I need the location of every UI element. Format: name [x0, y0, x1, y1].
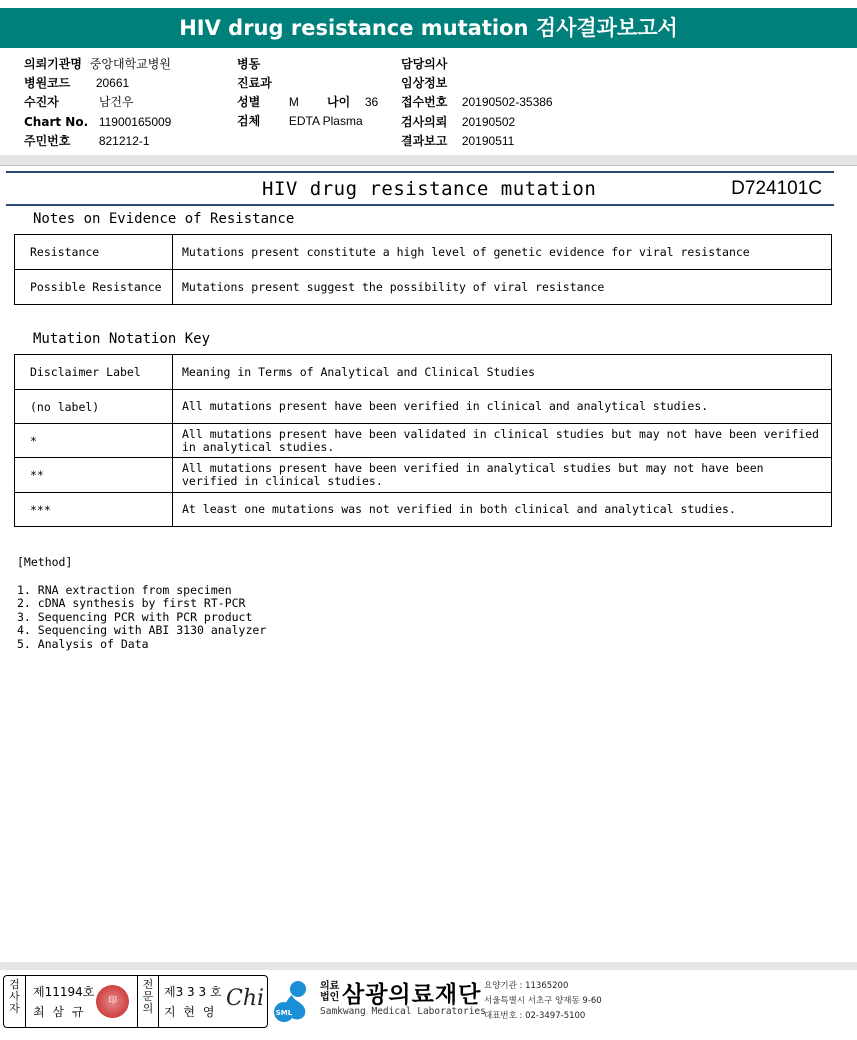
notation-text: All mutations present have been validated in clinical studies but may not have been verified in analytical studies. — [173, 424, 832, 458]
info-sex: 성별 M — [237, 95, 299, 109]
report-title-bar: HIV drug resistance mutation 검사결과보고서 — [0, 8, 857, 48]
notation-text: Meaning in Terms of Analytical and Clinical Studies — [173, 355, 832, 390]
notation-label: Disclaimer Label — [15, 355, 173, 390]
divider-line — [0, 165, 857, 166]
evidence-text: Mutations present suggest the possibility of viral resistance — [173, 270, 832, 305]
footer-band — [0, 962, 857, 970]
signature: Chi — [226, 986, 265, 1011]
method-heading: [Method] — [17, 555, 73, 569]
divider-band — [0, 155, 857, 165]
official-seal: 印 — [96, 985, 129, 1018]
inspector-license: 제11194호 — [33, 985, 95, 999]
method-step: 5. Analysis of Data — [17, 636, 149, 651]
org-english-name: Samkwang Medical Laboratories — [320, 1006, 486, 1017]
inspector-name: 최 삼 규 — [33, 1005, 86, 1019]
info-request-date: 검사의뢰 20190502 — [401, 115, 516, 129]
evidence-label: Possible Resistance — [15, 270, 173, 305]
notation-label: ** — [15, 458, 173, 493]
notation-table — [14, 354, 832, 527]
table-row — [15, 235, 832, 270]
info-specimen: 검체 EDTA Plasma — [237, 114, 363, 128]
signature-box — [3, 975, 268, 1028]
org-name: 삼광의료재단 — [342, 982, 482, 1008]
evidence-table — [14, 234, 832, 305]
org-contact — [484, 979, 602, 1024]
info-patient-name: 수진자 남건우 — [24, 95, 134, 109]
notation-label: *** — [15, 493, 173, 527]
info-physician: 담당의사 — [401, 57, 448, 71]
info-hospital-code: 병원코드 20661 — [24, 76, 130, 90]
specialist-name: 지 현 영 — [164, 1005, 217, 1019]
patient-info — [0, 55, 857, 155]
contact-phone: 대표번호 : 02-3497-5100 — [484, 1011, 586, 1021]
notation-text: All mutations present have been verified in clinical and analytical studies. — [173, 390, 832, 424]
table-row — [15, 355, 832, 390]
info-receipt-no: 접수번호 20190502-35386 — [401, 95, 553, 109]
info-report-date: 결과보고 20190511 — [401, 134, 515, 148]
info-chart-no: Chart No. 11900165009 — [24, 115, 172, 129]
table-row — [15, 390, 832, 424]
report-code: D724101C — [731, 178, 822, 199]
info-clinical: 임상정보 — [401, 76, 448, 90]
info-institution: 의뢰기관명 중앙대학교병원 — [24, 57, 171, 71]
notation-label: (no label) — [15, 390, 173, 424]
info-resident-no: 주민번호 821212-1 — [24, 134, 150, 148]
report-test-name: HIV drug resistance mutation — [262, 178, 597, 200]
evidence-label: Resistance — [15, 235, 173, 270]
table-row — [15, 270, 832, 305]
method-step: 3. Sequencing PCR with PCR product — [17, 609, 253, 624]
sml-logo-icon — [272, 979, 316, 1025]
info-department: 진료과 — [237, 76, 272, 90]
table-row — [15, 493, 832, 527]
table-row — [15, 424, 832, 458]
report-header — [6, 171, 834, 206]
method-step: 1. RNA extraction from specimen — [17, 582, 232, 597]
logo-text: SML — [275, 1009, 293, 1017]
specialist-license: 제3 3 3 호 — [164, 985, 222, 999]
organization — [272, 975, 602, 1030]
org-prefix: 의료법인 — [320, 981, 340, 1003]
specialist-label: 전문의 — [137, 976, 159, 1027]
evidence-heading: Notes on Evidence of Resistance — [33, 211, 295, 227]
notation-text: All mutations present have been verified in analytical studies but may not have been verified in clinical studies. — [173, 458, 832, 493]
evidence-text: Mutations present constitute a high level of genetic evidence for viral resistance — [173, 235, 832, 270]
notation-text: At least one mutations was not verified in both clinical and analytical studies. — [173, 493, 832, 527]
table-row — [15, 458, 832, 493]
notation-label: * — [15, 424, 173, 458]
info-age: 나이 36 — [327, 95, 379, 109]
method-step: 4. Sequencing with ABI 3130 analyzer — [17, 623, 267, 638]
info-ward: 병동 — [237, 57, 261, 71]
contact-code: 요양기관 : 11365200 — [484, 981, 569, 991]
method-step: 2. cDNA synthesis by first RT-PCR — [17, 596, 246, 611]
inspector-label: 검사자 — [4, 976, 26, 1027]
method-section — [17, 556, 266, 652]
contact-address: 서울특별시 서초구 양재동 9-60 — [484, 996, 602, 1006]
notation-heading: Mutation Notation Key — [33, 331, 211, 347]
